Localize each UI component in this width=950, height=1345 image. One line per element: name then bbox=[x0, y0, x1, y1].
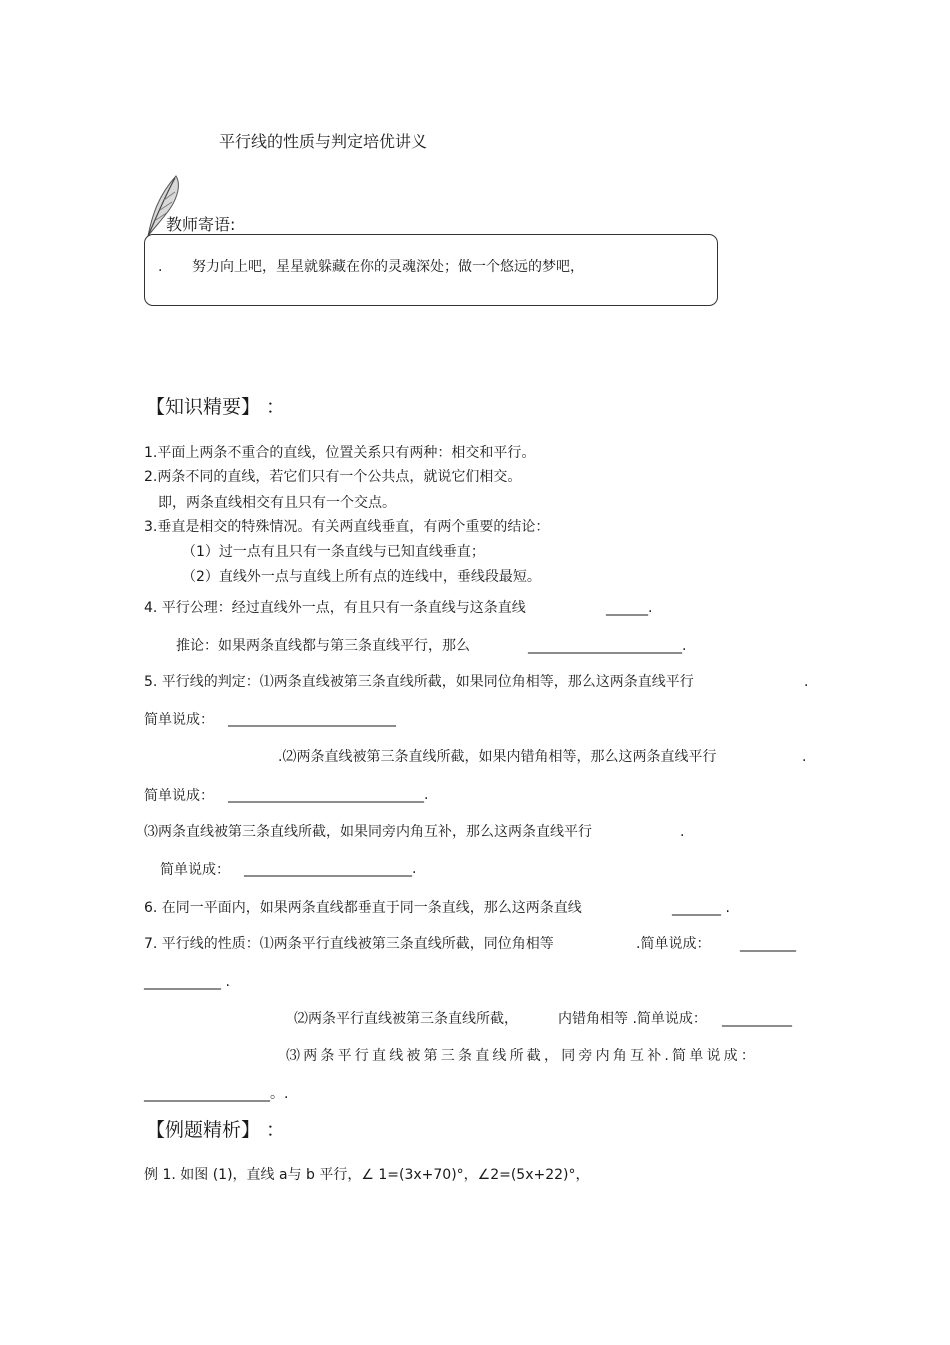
knowledge-item-4-blank: ______. bbox=[606, 600, 653, 616]
knowledge-item-5-3-simple-blank: ________________________. bbox=[244, 861, 417, 877]
knowledge-item-7-blank: ________ bbox=[740, 936, 796, 952]
section-examples-heading: 【例题精析】 ： bbox=[146, 1119, 286, 1141]
knowledge-item-4: 4. 平行公理：经过直线外一点，有且只有一条直线与这条直线 bbox=[144, 600, 526, 616]
knowledge-item-5: 5. 平行线的判定：⑴两条直线被第三条直线所截，如果同位角相等，那么这两条直线平行 bbox=[144, 674, 694, 690]
knowledge-item-5-simple-blank: ________________________ bbox=[228, 711, 396, 727]
section-knowledge-heading: 【知识精要】 ： bbox=[146, 396, 286, 418]
knowledge-item-5-2-dot: . bbox=[802, 749, 807, 765]
teacher-message-dot: . bbox=[158, 259, 163, 275]
example-1: 例 1. 如图 (1)，直线 a与 b 平行，∠ 1=(3x+70)°，∠2=(5x+22)°， bbox=[144, 1167, 590, 1183]
knowledge-item-3-sub-2: （2）直线外一点与直线上所有点的连线中，垂线段最短。 bbox=[182, 569, 541, 585]
teacher-message-label: 教师寄语: bbox=[166, 215, 236, 234]
knowledge-item-7: 7. 平行线的性质：⑴两条平行直线被第三条直线所截，同位角相等 bbox=[144, 936, 554, 952]
knowledge-item-3-sub-1: （1）过一点有且只有一条直线与已知直线垂直； bbox=[182, 544, 485, 560]
knowledge-item-5-3: ⑶两条直线被第三条直线所截，如果同旁内角互补，那么这两条直线平行 bbox=[144, 824, 592, 840]
knowledge-item-5-simple-label: 简单说成： bbox=[144, 712, 214, 728]
knowledge-item-7-blank-cont: ___________ . bbox=[144, 974, 230, 990]
knowledge-item-5-2-simple-label: 简单说成： bbox=[144, 788, 214, 804]
knowledge-item-7-2: ⑵两条平行直线被第三条直线所截， bbox=[294, 1011, 518, 1027]
knowledge-item-5-dot: . bbox=[804, 674, 809, 690]
knowledge-item-6: 6. 在同一平面内，如果两条直线都垂直于同一条直线，那么这两条直线 bbox=[144, 900, 582, 916]
page-title: 平行线的性质与判定培优讲义 bbox=[219, 132, 428, 151]
knowledge-item-2-note: 即，两条直线相交有且只有一个交点。 bbox=[158, 495, 396, 511]
knowledge-item-5-3-dot: . bbox=[680, 824, 685, 840]
knowledge-item-6-blank: _______ . bbox=[672, 900, 730, 916]
knowledge-item-7-3-blank: __________________。. bbox=[144, 1086, 289, 1102]
knowledge-item-7-2-cont: 内错角相等 .简单说成： bbox=[558, 1011, 707, 1027]
knowledge-item-3: 3.垂直是相交的特殊情况。有关两直线垂直，有两个重要的结论： bbox=[144, 519, 550, 535]
knowledge-item-5-2-simple-blank: ____________________________. bbox=[228, 787, 429, 803]
teacher-message-text: 努力向上吧，星星就躲藏在你的灵魂深处；做一个悠远的梦吧， bbox=[192, 259, 584, 275]
knowledge-item-4-corollary: 推论：如果两条直线都与第三条直线平行，那么 bbox=[176, 638, 470, 654]
knowledge-item-1: 1.平面上两条不重合的直线，位置关系只有两种：相交和平行。 bbox=[144, 445, 536, 461]
knowledge-item-4-corollary-blank: ______________________. bbox=[528, 638, 687, 654]
knowledge-item-2: 2.两条不同的直线，若它们只有一个公共点，就说它们相交。 bbox=[144, 469, 522, 485]
knowledge-item-7-2-blank: __________ bbox=[722, 1011, 792, 1027]
knowledge-item-7-simple-label: .简单说成： bbox=[636, 936, 711, 952]
knowledge-item-7-3: ⑶两条平行直线被第三条直线所截，同旁内角互补.简单说成： bbox=[286, 1048, 759, 1064]
knowledge-item-5-3-simple-label: 简单说成： bbox=[160, 862, 230, 878]
knowledge-item-5-2: .⑵两条直线被第三条直线所截，如果内错角相等，那么这两条直线平行 bbox=[278, 749, 717, 765]
